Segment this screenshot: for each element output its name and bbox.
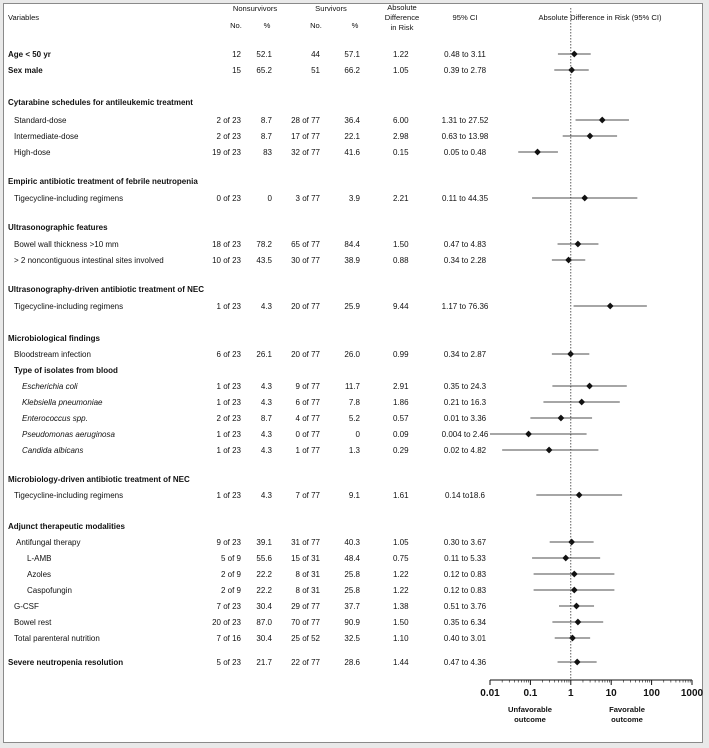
row-label: Enterococcus spp. bbox=[22, 414, 88, 423]
estimate-marker bbox=[546, 447, 553, 454]
row-s-no: 1 of 77 bbox=[295, 446, 320, 455]
header-absdiff-3: in Risk bbox=[390, 23, 414, 32]
row-label: Klebsiella pneumoniae bbox=[22, 398, 103, 407]
row-label: Candida albicans bbox=[22, 446, 84, 455]
row-absdiff: 0.09 bbox=[393, 430, 409, 439]
row-absdiff: 1.05 bbox=[393, 66, 409, 75]
row-ci: 0.39 to 2.78 bbox=[443, 66, 487, 75]
row-s-pct: 9.1 bbox=[348, 491, 360, 500]
row-ci: 0.14 to18.6 bbox=[444, 491, 486, 500]
x-tick-label: 0.1 bbox=[523, 688, 538, 699]
row-label: Microbiological findings bbox=[8, 334, 100, 343]
header-survivors: Survivors bbox=[315, 4, 347, 13]
row-ci: 0.51 to 3.76 bbox=[443, 602, 487, 611]
row-ns-pct: 8.7 bbox=[260, 116, 272, 125]
row-absdiff: 0.29 bbox=[393, 446, 409, 455]
x-tick-label: 10 bbox=[605, 688, 617, 699]
row-ci: 1.17 to 76.36 bbox=[441, 302, 489, 311]
row-label: Standard-dose bbox=[14, 116, 67, 125]
row-label: Microbiology-driven antibiotic treatment of NEC bbox=[8, 475, 190, 484]
row-s-no: 28 of 77 bbox=[291, 116, 320, 125]
row-ns-no: 7 of 23 bbox=[216, 602, 241, 611]
row-absdiff: 1.22 bbox=[393, 570, 409, 579]
row-ns-pct: 8.7 bbox=[260, 414, 272, 423]
row-label: L-AMB bbox=[27, 554, 52, 563]
row-absdiff: 1.22 bbox=[393, 586, 409, 595]
x-tick-label: 0.01 bbox=[480, 688, 500, 699]
row-ns-pct: 30.4 bbox=[256, 602, 272, 611]
row-ns-no: 18 of 23 bbox=[212, 240, 241, 249]
row-ns-no: 2 of 9 bbox=[220, 570, 241, 579]
header-ns-no: No. bbox=[230, 21, 242, 30]
row-s-no: 9 of 77 bbox=[295, 382, 320, 391]
x-tick-label: 1000 bbox=[680, 688, 704, 699]
row-absdiff: 1.38 bbox=[393, 602, 409, 611]
row-s-no: 32 of 77 bbox=[291, 148, 320, 157]
estimate-marker bbox=[534, 149, 541, 156]
row-label: Bloodstream infection bbox=[14, 350, 91, 359]
header-nonsurvivors: Nonsurvivors bbox=[232, 4, 278, 13]
header-ci: 95% CI bbox=[452, 13, 478, 22]
row-ns-no: 7 of 16 bbox=[216, 634, 241, 643]
row-label: Ultrasonography-driven antibiotic treatment of NEC bbox=[8, 285, 205, 294]
row-ns-pct: 4.3 bbox=[260, 382, 272, 391]
row-label: Type of isolates from blood bbox=[14, 366, 118, 375]
header-absdiff-2: Difference bbox=[384, 13, 420, 22]
row-ns-pct: 52.1 bbox=[256, 50, 272, 59]
row-ci: 0.35 to 6.34 bbox=[443, 618, 487, 627]
row-ns-no: 15 bbox=[232, 66, 241, 75]
row-label: > 2 noncontiguous intestinal sites involved bbox=[14, 256, 164, 265]
row-s-pct: 0 bbox=[355, 430, 360, 439]
row-s-no: 7 of 77 bbox=[295, 491, 320, 500]
estimate-marker bbox=[573, 603, 580, 610]
row-label: Severe neutropenia resolution bbox=[8, 658, 124, 667]
row-absdiff: 1.50 bbox=[393, 240, 409, 249]
row-s-pct: 25.8 bbox=[344, 586, 360, 595]
estimate-marker bbox=[599, 117, 606, 124]
row-label: Intermediate-dose bbox=[14, 132, 79, 141]
favorable-label: Favorable bbox=[609, 705, 645, 714]
row-ns-no: 20 of 23 bbox=[212, 618, 241, 627]
row-absdiff: 0.15 bbox=[393, 148, 409, 157]
row-ns-no: 2 of 9 bbox=[220, 586, 241, 595]
row-ns-no: 5 of 23 bbox=[216, 658, 241, 667]
row-s-pct: 84.4 bbox=[344, 240, 360, 249]
row-absdiff: 2.91 bbox=[393, 382, 409, 391]
row-ci: 0.34 to 2.87 bbox=[443, 350, 487, 359]
row-ns-pct: 43.5 bbox=[256, 256, 272, 265]
row-s-no: 15 of 31 bbox=[291, 554, 320, 563]
row-ns-no: 2 of 23 bbox=[216, 116, 241, 125]
estimate-marker bbox=[575, 241, 582, 248]
row-absdiff: 1.44 bbox=[393, 658, 409, 667]
row-absdiff: 0.88 bbox=[393, 256, 409, 265]
header-variables: Variables bbox=[8, 13, 40, 22]
row-s-pct: 5.2 bbox=[348, 414, 360, 423]
row-ns-no: 5 of 9 bbox=[220, 554, 241, 563]
row-absdiff: 1.05 bbox=[393, 538, 409, 547]
row-s-pct: 32.5 bbox=[344, 634, 360, 643]
row-label: Azoles bbox=[27, 570, 52, 579]
row-s-pct: 1.3 bbox=[348, 446, 360, 455]
row-s-no: 4 of 77 bbox=[295, 414, 320, 423]
row-label: Antifungal therapy bbox=[16, 538, 81, 547]
row-ci: 0.11 to 5.33 bbox=[444, 554, 486, 563]
header-s-pct: % bbox=[351, 21, 359, 30]
row-s-pct: 36.4 bbox=[344, 116, 360, 125]
estimate-marker bbox=[568, 67, 575, 74]
row-absdiff: 0.99 bbox=[393, 350, 409, 359]
row-label: Tigecycline-including regimens bbox=[14, 491, 124, 500]
row-ns-pct: 78.2 bbox=[256, 240, 272, 249]
row-ci: 0.30 to 3.67 bbox=[443, 538, 487, 547]
row-label: Pseudomonas aeruginosa bbox=[22, 430, 115, 439]
row-s-pct: 90.9 bbox=[344, 618, 360, 627]
estimate-marker bbox=[574, 659, 581, 666]
row-s-pct: 7.8 bbox=[348, 398, 360, 407]
row-label: High-dose bbox=[14, 148, 51, 157]
row-s-no: 31 of 77 bbox=[291, 538, 320, 547]
row-label: Ultrasonographic features bbox=[8, 223, 108, 232]
unfavorable-label: Unfavorable bbox=[508, 705, 552, 714]
row-ns-no: 1 of 23 bbox=[216, 302, 241, 311]
row-s-pct: 66.2 bbox=[344, 66, 360, 75]
row-label: Total parenteral nutrition bbox=[14, 634, 100, 643]
row-ns-pct: 4.3 bbox=[260, 491, 272, 500]
row-ns-pct: 87.0 bbox=[256, 618, 272, 627]
row-s-pct: 37.7 bbox=[344, 602, 360, 611]
row-absdiff: 1.22 bbox=[393, 50, 409, 59]
estimate-marker bbox=[576, 492, 583, 499]
row-ci: 0.12 to 0.83 bbox=[443, 586, 487, 595]
row-s-no: 8 of 31 bbox=[295, 570, 320, 579]
row-ns-no: 1 of 23 bbox=[216, 491, 241, 500]
row-label: Age < 50 yr bbox=[8, 50, 51, 59]
row-label: Empiric antibiotic treatment of febrile neutropenia bbox=[8, 177, 198, 186]
row-s-no: 3 of 77 bbox=[295, 194, 320, 203]
row-absdiff: 2.21 bbox=[393, 194, 409, 203]
row-ci: 0.02 to 4.82 bbox=[443, 446, 487, 455]
estimate-marker bbox=[578, 399, 585, 406]
row-s-pct: 40.3 bbox=[344, 538, 360, 547]
row-absdiff: 1.50 bbox=[393, 618, 409, 627]
row-ci: 0.48 to 3.11 bbox=[444, 50, 486, 59]
row-s-no: 29 of 77 bbox=[291, 602, 320, 611]
row-s-pct: 48.4 bbox=[344, 554, 360, 563]
estimate-marker bbox=[525, 431, 532, 438]
row-ci: 0.35 to 24.3 bbox=[443, 382, 487, 391]
estimate-marker bbox=[571, 587, 578, 594]
row-ci: 0.05 to 0.48 bbox=[443, 148, 487, 157]
row-s-no: 70 of 77 bbox=[291, 618, 320, 627]
row-ns-no: 10 of 23 bbox=[212, 256, 241, 265]
row-s-pct: 11.7 bbox=[345, 382, 360, 391]
row-ns-pct: 55.6 bbox=[256, 554, 272, 563]
row-s-pct: 26.0 bbox=[344, 350, 360, 359]
row-absdiff: 9.44 bbox=[393, 302, 409, 311]
row-ci: 0.004 to 2.46 bbox=[441, 430, 489, 439]
estimate-marker bbox=[586, 383, 593, 390]
row-ci: 0.11 to 44.35 bbox=[441, 194, 489, 203]
estimate-marker bbox=[569, 635, 576, 642]
row-s-pct: 57.1 bbox=[344, 50, 360, 59]
row-ns-pct: 22.2 bbox=[256, 570, 272, 579]
row-ns-no: 9 of 23 bbox=[216, 538, 241, 547]
row-ci: 0.40 to 3.01 bbox=[443, 634, 487, 643]
row-ns-pct: 30.4 bbox=[256, 634, 272, 643]
row-label: Caspofungin bbox=[27, 586, 72, 595]
row-s-no: 22 of 77 bbox=[291, 658, 320, 667]
row-label: Adjunct therapeutic modalities bbox=[8, 522, 125, 531]
row-ns-pct: 0 bbox=[267, 194, 272, 203]
row-absdiff: 6.00 bbox=[393, 116, 409, 125]
estimate-marker bbox=[575, 619, 582, 626]
row-s-pct: 25.9 bbox=[344, 302, 360, 311]
estimate-marker bbox=[571, 51, 578, 58]
row-s-pct: 25.8 bbox=[344, 570, 360, 579]
row-s-pct: 38.9 bbox=[344, 256, 360, 265]
favorable-label: outcome bbox=[611, 715, 643, 724]
row-ci: 1.31 to 27.52 bbox=[441, 116, 489, 125]
row-absdiff: 1.61 bbox=[393, 491, 409, 500]
row-s-pct: 41.6 bbox=[344, 148, 360, 157]
row-absdiff: 1.86 bbox=[393, 398, 409, 407]
row-ns-pct: 22.2 bbox=[256, 586, 272, 595]
row-ci: 0.01 to 3.36 bbox=[443, 414, 487, 423]
row-ns-no: 1 of 23 bbox=[216, 446, 241, 455]
row-s-no: 6 of 77 bbox=[295, 398, 320, 407]
row-s-no: 51 bbox=[311, 66, 320, 75]
row-label: Tigecycline-including regimens bbox=[14, 194, 124, 203]
row-label: Bowel wall thickness >10 mm bbox=[14, 240, 119, 249]
row-s-no: 30 of 77 bbox=[291, 256, 320, 265]
row-ci: 0.47 to 4.83 bbox=[443, 240, 487, 249]
row-ns-no: 0 of 23 bbox=[216, 194, 241, 203]
row-absdiff: 0.75 bbox=[393, 554, 409, 563]
row-ns-pct: 83 bbox=[263, 148, 272, 157]
row-s-no: 17 of 77 bbox=[291, 132, 320, 141]
row-ns-no: 6 of 23 bbox=[216, 350, 241, 359]
header-ns-pct: % bbox=[263, 21, 271, 30]
row-ns-pct: 26.1 bbox=[256, 350, 272, 359]
row-s-no: 20 of 77 bbox=[291, 302, 320, 311]
row-ns-no: 2 of 23 bbox=[216, 132, 241, 141]
row-ns-pct: 39.1 bbox=[256, 538, 272, 547]
row-s-no: 20 of 77 bbox=[291, 350, 320, 359]
row-s-pct: 3.9 bbox=[348, 194, 360, 203]
estimate-marker bbox=[562, 555, 569, 562]
estimate-marker bbox=[568, 539, 575, 546]
row-ns-no: 1 of 23 bbox=[216, 430, 241, 439]
plot-title: Absolute Difference in Risk (95% CI) bbox=[538, 13, 662, 22]
row-s-no: 8 of 31 bbox=[295, 586, 320, 595]
row-ns-no: 12 bbox=[232, 50, 241, 59]
row-absdiff: 0.57 bbox=[393, 414, 409, 423]
row-s-no: 65 of 77 bbox=[291, 240, 320, 249]
row-ns-pct: 21.7 bbox=[256, 658, 272, 667]
row-ci: 0.21 to 16.3 bbox=[443, 398, 487, 407]
row-s-no: 44 bbox=[311, 50, 320, 59]
row-ns-pct: 4.3 bbox=[260, 446, 272, 455]
estimate-marker bbox=[558, 415, 565, 422]
row-label: G-CSF bbox=[14, 602, 39, 611]
row-label: Sex male bbox=[8, 66, 43, 75]
row-s-no: 25 of 52 bbox=[291, 634, 320, 643]
x-tick-label: 100 bbox=[643, 688, 660, 699]
row-absdiff: 2.98 bbox=[393, 132, 409, 141]
row-ns-no: 19 of 23 bbox=[212, 148, 241, 157]
estimate-marker bbox=[607, 303, 614, 310]
row-ns-no: 1 of 23 bbox=[216, 382, 241, 391]
row-s-pct: 22.1 bbox=[344, 132, 360, 141]
row-ci: 0.47 to 4.36 bbox=[443, 658, 487, 667]
header-s-no: No. bbox=[310, 21, 322, 30]
estimate-marker bbox=[581, 195, 588, 202]
row-absdiff: 1.10 bbox=[393, 634, 409, 643]
row-ci: 0.34 to 2.28 bbox=[443, 256, 487, 265]
row-label: Tigecycline-including regimens bbox=[14, 302, 124, 311]
row-ci: 0.12 to 0.83 bbox=[443, 570, 487, 579]
row-label: Cytarabine schedules for antileukemic treatment bbox=[8, 98, 193, 107]
row-label: Bowel rest bbox=[14, 618, 52, 627]
row-s-no: 0 of 77 bbox=[295, 430, 320, 439]
estimate-marker bbox=[571, 571, 578, 578]
header-absdiff-1: Absolute bbox=[387, 3, 417, 12]
row-ci: 0.63 to 13.98 bbox=[441, 132, 489, 141]
row-ns-pct: 4.3 bbox=[260, 398, 272, 407]
unfavorable-label: outcome bbox=[514, 715, 546, 724]
row-ns-no: 1 of 23 bbox=[216, 398, 241, 407]
row-ns-pct: 4.3 bbox=[260, 430, 272, 439]
estimate-marker bbox=[587, 133, 594, 140]
row-s-pct: 28.6 bbox=[344, 658, 360, 667]
row-ns-no: 2 of 23 bbox=[216, 414, 241, 423]
row-label: Escherichia coli bbox=[22, 382, 78, 391]
row-ns-pct: 8.7 bbox=[260, 132, 272, 141]
x-tick-label: 1 bbox=[568, 688, 574, 699]
row-ns-pct: 65.2 bbox=[256, 66, 272, 75]
row-ns-pct: 4.3 bbox=[260, 302, 272, 311]
